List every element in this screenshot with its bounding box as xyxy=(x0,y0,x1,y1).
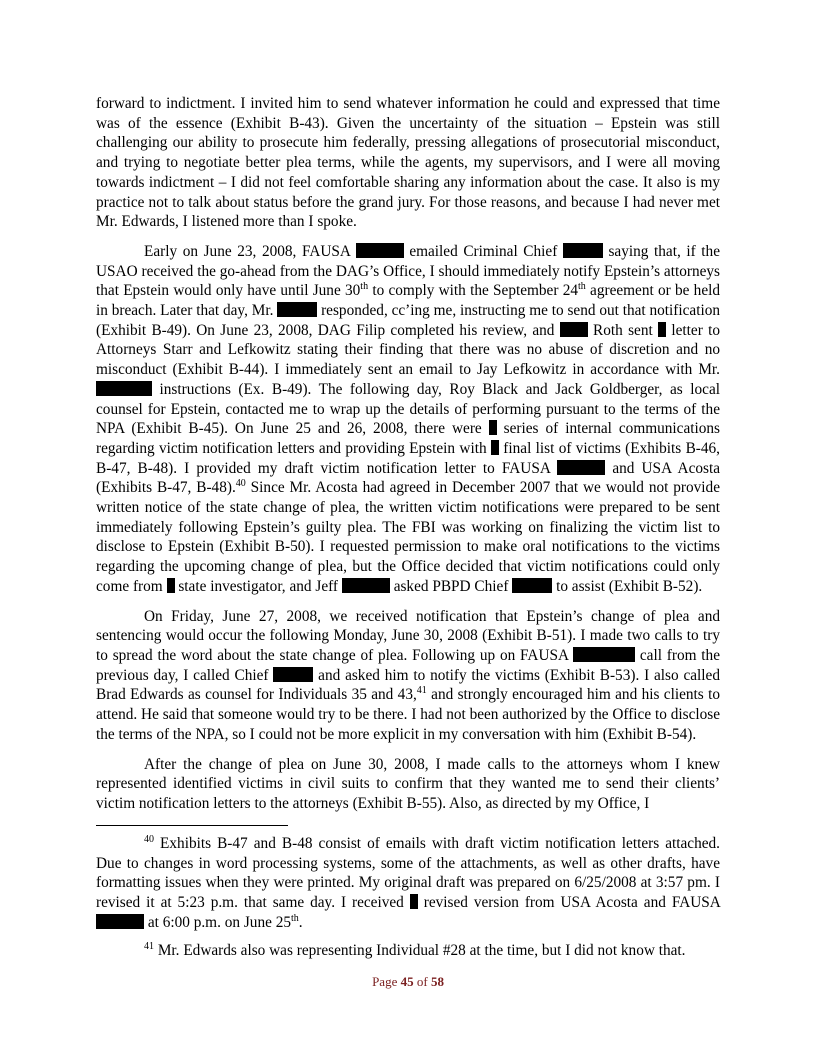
redaction-box xyxy=(512,578,552,593)
footnote-ref-40: 40 xyxy=(235,478,246,490)
page-label: Page xyxy=(372,974,401,989)
text-span: . xyxy=(298,913,303,931)
text-span: to comply with the September 24 xyxy=(372,282,578,300)
redaction-box xyxy=(273,667,313,682)
text-span: and asked him to notify the victims (Exhibit B-53). I also called Brad Edwards as counsel for Individuals 35 and 43, xyxy=(96,666,720,704)
paragraph-3 xyxy=(96,607,720,745)
redaction-box xyxy=(489,420,497,435)
text-span: state investigator, and Jeff xyxy=(178,577,339,595)
redaction-box xyxy=(410,894,418,909)
redaction-box xyxy=(342,578,390,593)
text-span: instructions (Ex. B-49). The following day, Roy Black and Jack Goldberger, as local counsel for Epstein, contacted me to wrap up the details of performing pursuant to the terms of the NPA (Exhibit B-45). On June 25 and 26, 2008, there were xyxy=(96,380,720,438)
superscript: th xyxy=(360,281,369,293)
current-page-number: 45 xyxy=(400,974,414,989)
footnote-ref-41: 41 xyxy=(416,685,427,697)
text-span: Early on June 23, 2008, FAUSA xyxy=(144,242,351,260)
redaction-box xyxy=(491,440,499,455)
footnote-divider xyxy=(96,825,288,826)
text-span: and USA Acosta (Exhibits B-47, B-48). xyxy=(96,459,721,497)
text-span: and strongly encouraged him and his clients to attend. He said that someone would try to be there. I had not been authorized by the Office to disclose the terms of the NPA, so I could not be more explicit in my conversation with him (Exhibit B-54). xyxy=(96,686,720,743)
footnote-number: 41 xyxy=(144,940,154,952)
text-span: emailed Criminal Chief xyxy=(409,242,558,260)
text-span: series of internal communications regarding victim notification letters and providing Epstein with xyxy=(96,420,720,457)
footnotes xyxy=(96,834,720,968)
text-span: On Friday, June 27, 2008, we received notification that Epstein’s change of plea and sentencing would occur the following Monday, June 30, 2008 (Exhibit B-51). I made two calls to try to spread the word about the state change of plea. Following up on FAUSA xyxy=(96,607,720,664)
text-span: final list of victims (Exhibits B-46, B-47, B-48). I provided my draft victim notification letter to FAUSA xyxy=(96,439,720,477)
text-span: call from the previous day, I called Chief xyxy=(96,646,720,684)
text-span: agreement or be held in breach. Later that day, Mr. xyxy=(96,282,721,320)
text-span: at 6:00 p.m. on June 25 xyxy=(147,913,292,931)
text-span: letter to Attorneys Starr and Lefkowitz stating their finding that there was no abuse of discretion and no misconduct (Exhibit B-44). I immediately sent an email to Jay Lefkowitz in accordance with Mr. xyxy=(96,321,721,379)
text-span: to assist (Exhibit B-52). xyxy=(556,577,703,595)
paragraph-2 xyxy=(96,242,720,597)
footnote-40 xyxy=(96,834,720,933)
redaction-box xyxy=(167,578,175,593)
text-span: Mr. Edwards also was representing Individual #28 at the time, but I did not know that. xyxy=(154,941,686,959)
total-page-number: 58 xyxy=(430,974,444,989)
redaction-box xyxy=(560,322,588,337)
text-span: Since Mr. Acosta had agreed in December 2007 that we would not provide written notice of the state change of plea, the written victim notifications were prepared to be sent immediately following Epstein’s guilty plea. The FBI was working on finalizing the victim list to disclose to Epstein (Exhibit B-50). I requested permission to make oral notifications to the victims regarding the upcoming change of plea, but the Office decided that victim notifications could only come from xyxy=(96,479,720,595)
text-span: Exhibits B-47 and B-48 consist of emails with draft victim notification letters attached. Due to changes in word processing systems, some of the attachments, as well as other drafts, have formatting issues when they were printed. My original draft was prepared on 6/25/2008 at 3:57 pm. I revised it at 5:23 p.m. that same day. I received xyxy=(96,835,720,912)
footnote-41 xyxy=(96,941,720,961)
redaction-box xyxy=(563,243,603,258)
paragraph-4: After the change of plea on June 30, 2008, I made calls to the attorneys whom I knew represented identified victims in civil suits to confirm that they wanted me to send their clients’ victim notification letters to the attorneys (Exhibit B-55). Also, as directed by my Office, I xyxy=(96,755,720,812)
redaction-box xyxy=(277,302,317,317)
footnote-number: 40 xyxy=(144,833,154,845)
text-span: Roth sent xyxy=(593,321,653,339)
text-span: asked PBPD Chief xyxy=(393,577,509,595)
redaction-box xyxy=(658,322,666,337)
redaction-box xyxy=(96,381,152,396)
page-footer xyxy=(0,974,816,990)
text-span: saying that, if the USAO received the go-ahead from the DAG’s Office, I should immediately notify Epstein’s attorneys that Epstein would only have until June 30 xyxy=(96,242,720,300)
superscript: th xyxy=(578,281,586,293)
redaction-box xyxy=(557,460,605,475)
page-of-label: of xyxy=(413,974,431,989)
redaction-box xyxy=(356,243,404,258)
text-span: responded, cc’ing me, instructing me to send out that notification (Exhibit B-49). On June 23, 2008, DAG Filip completed his review, and xyxy=(96,302,720,339)
redaction-box xyxy=(96,914,144,929)
text-span: revised version from USA Acosta and FAUSA xyxy=(423,894,720,912)
paragraph-1: forward to indictment. I invited him to send whatever information he could and expressed that time was of the essence (Exhibit B-43). Given the uncertainty of the situation – Epstein was still challenging our ability to prosecute him federally, pressing allegations of prosecutorial misconduct, and trying to negotiate better plea terms, while the agents, my supervisors, and I were all moving towards indictment – I did not feel comfortable sharing any information about the case. It also is my practice not to talk about status before the grand jury. For those reasons, and because I had never met Mr. Edwards, I listened more than I spoke. xyxy=(96,95,720,231)
superscript: th xyxy=(291,912,299,924)
document-body xyxy=(96,94,720,824)
redaction-box xyxy=(573,647,635,662)
